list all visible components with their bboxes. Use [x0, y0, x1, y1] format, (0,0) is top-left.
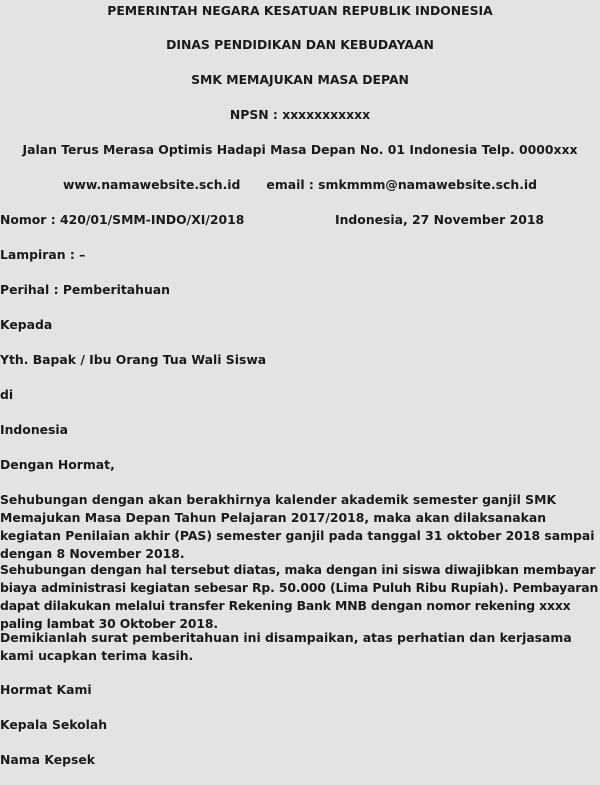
closing-name: Nama Kepsek: [0, 752, 95, 767]
closing-position: Kepala Sekolah: [0, 717, 108, 732]
subject-line: Perihal : Pemberitahuan: [0, 282, 170, 297]
body-paragraph-2: Sehubungan dengan hal tersebut diatas, maka dengan ini siswa diwajibkan membayar biaya administrasi kegiatan sebesar Rp. 50.000 (Lima Puluh Ribu Rupiah). Pembayaran dapat dilakukan melalui transfer Rekening Bank MNB dengan nomor rekening xxxx paling lambat 30 Oktober 2018.: [0, 562, 599, 631]
recipient-di: di: [0, 387, 14, 402]
contact-line: [0, 176, 600, 194]
recipient-to: Kepada: [0, 317, 53, 332]
greeting: Dengan Hormat,: [0, 457, 115, 472]
letter-number: Nomor : 420/01/SMM-INDO/XI/2018: [0, 212, 245, 227]
body-paragraph-3: Demikianlah surat pemberitahuan ini disampaikan, atas perhatian dan kerjasama kami ucapkan terima kasih.: [0, 630, 572, 663]
website-text: www.namawebsite.sch.id: [62, 177, 241, 192]
address-line: Jalan Terus Merasa Optimis Hadapi Masa Depan No. 01 Indonesia Telp. 0000xxx: [22, 142, 578, 157]
attachment-line: Lampiran : –: [0, 247, 86, 262]
closing-regards: Hormat Kami: [0, 682, 92, 697]
email-text: email : smkmmm@namawebsite.sch.id: [266, 177, 538, 192]
department-heading: DINAS PENDIDIKAN DAN KEBUDAYAAN: [166, 37, 434, 52]
place-date: Indonesia, 27 November 2018: [335, 212, 545, 227]
npsn-line: NPSN : xxxxxxxxxxx: [229, 107, 371, 122]
body-paragraph-1: Sehubungan dengan akan berakhirnya kalender akademik semester ganjil SMK Memajukan Masa Depan Tahun Pelajaran 2017/2018, maka akan dilaksanakan kegiatan Penilaian akhir (PAS) semester ganjil pada tanggal 31 oktober 2018 sampai dengan 8 November 2018.: [0, 492, 595, 561]
recipient-place: Indonesia: [0, 422, 69, 437]
school-heading: SMK MEMAJUKAN MASA DEPAN: [191, 72, 409, 87]
government-heading: PEMERINTAH NEGARA KESATUAN REPUBLIK INDONESIA: [107, 3, 493, 18]
recipient-name: Yth. Bapak / Ibu Orang Tua Wali Siswa: [0, 352, 267, 367]
